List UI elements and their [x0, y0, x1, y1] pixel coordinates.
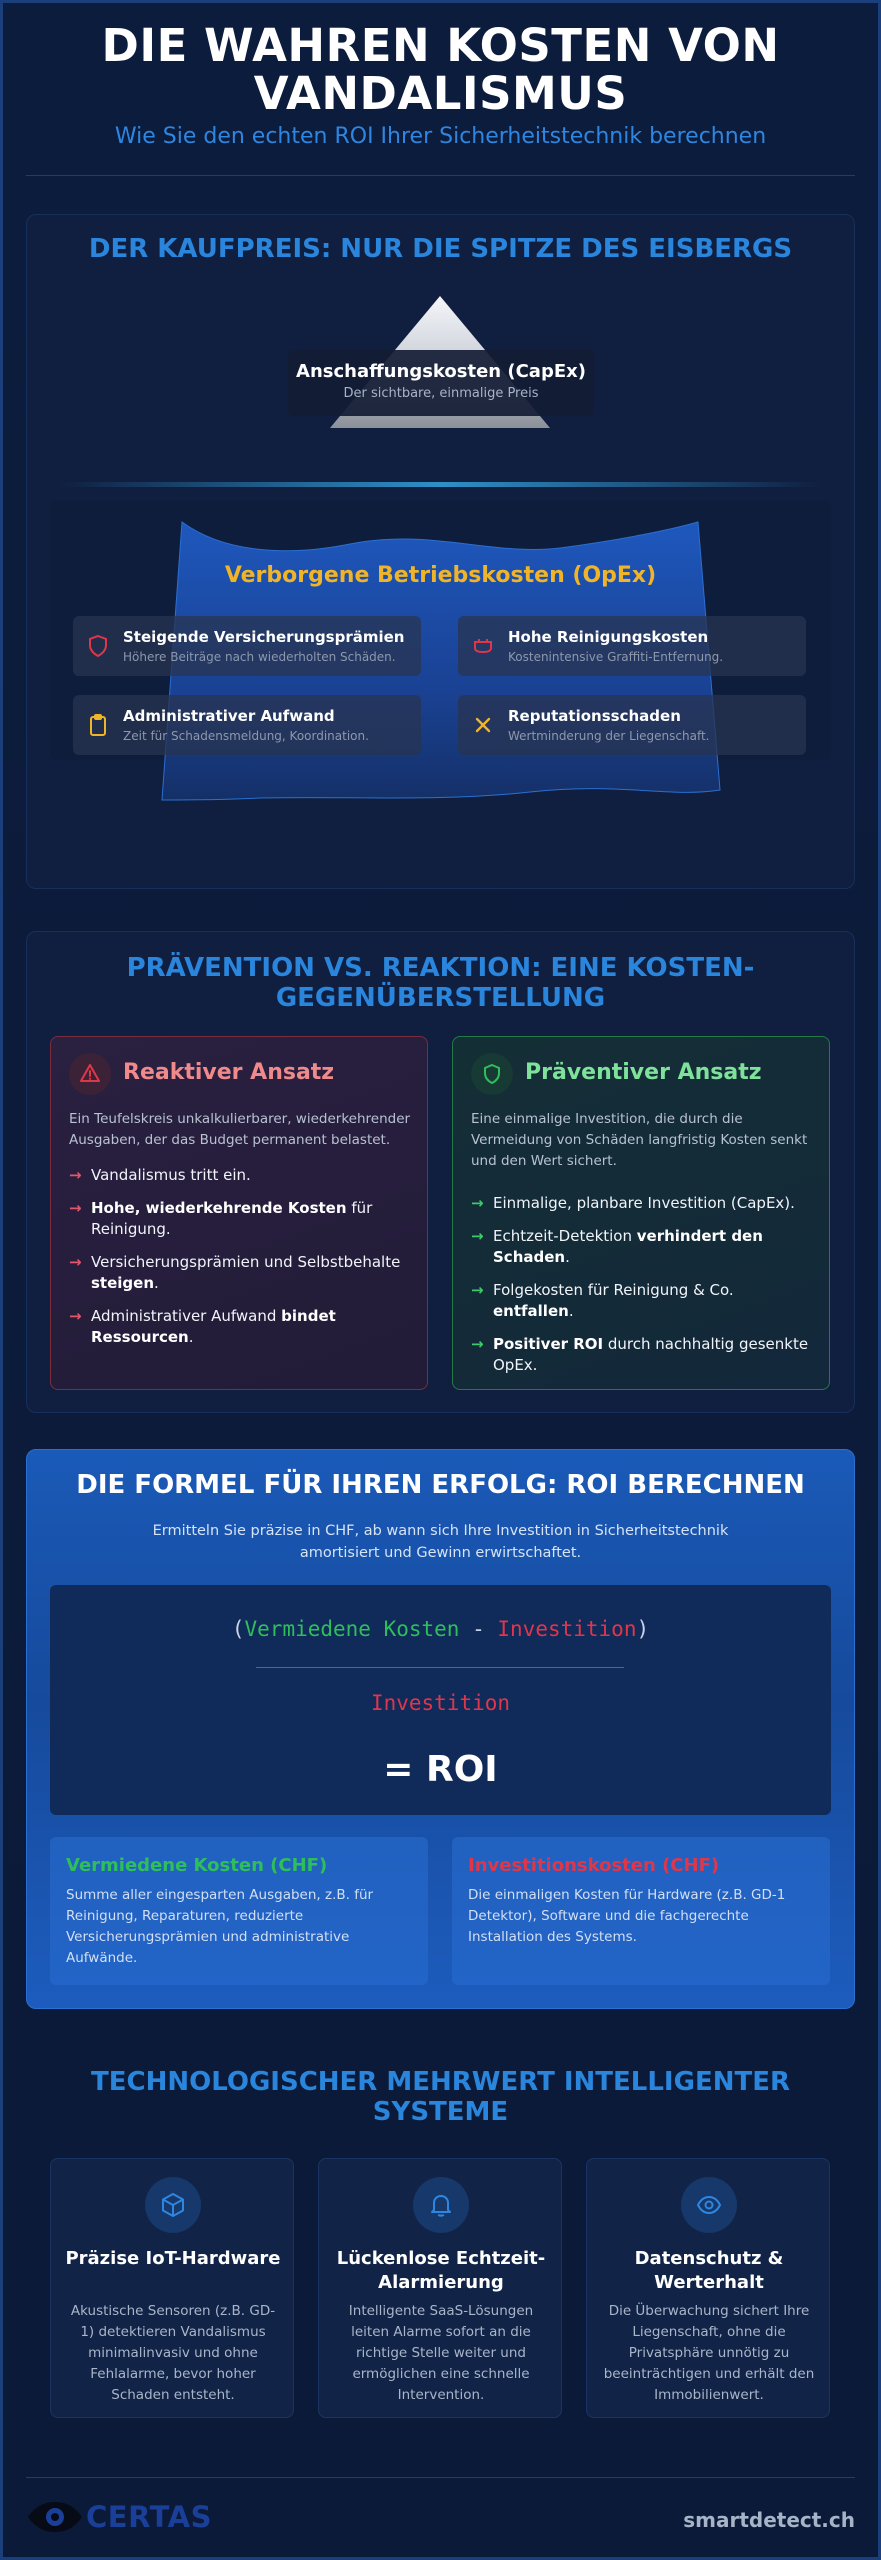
cost-subtitle: Höhere Beiträge nach wiederholten Schäden.	[123, 650, 396, 664]
cost-title: Steigende Versicherungsprämien	[123, 628, 405, 646]
investment-costs-definition	[452, 1837, 830, 1985]
reactive-card	[50, 1036, 428, 1390]
list-item: → Echtzeit-Detektion verhindert den Schaden.	[471, 1227, 763, 1266]
cost-card-cleaning	[458, 616, 806, 676]
iceberg-section-title: DER KAUFPREIS: NUR DIE SPITZE DES EISBERGS	[88, 234, 793, 264]
list-item: → Hohe, wiederkehrende Kosten für Reinigung.	[69, 1199, 373, 1238]
clipboard-icon	[85, 712, 111, 738]
shield-icon-circle	[471, 1053, 513, 1095]
formula-numerator: (Vermiedene Kosten - Investition)	[231, 1617, 650, 1641]
tech-card-description: Akustische Sensoren (z.B. GD-1) detektieren Vandalismus minimalinvasiv und ohne Fehlalarme, bevor hoher Schaden entsteht.	[70, 2303, 276, 2403]
cost-subtitle: Zeit für Schadensmeldung, Koordination.	[123, 729, 369, 743]
brand-logo: CERTAS	[86, 2500, 212, 2534]
cube-icon-circle	[145, 2177, 201, 2233]
roi-section-title: DIE FORMEL FÜR IHREN ERFOLG: ROI BERECHNEN	[76, 1470, 805, 1500]
tech-card-title: Lückenlose Echtzeit-Alarmierung	[336, 2248, 546, 2293]
shield-icon	[471, 1053, 513, 1095]
list-item: → Einmalige, planbare Investition (CapEx).	[471, 1194, 795, 1212]
cost-subtitle: Kostenintensive Graffiti-Entfernung.	[508, 650, 724, 664]
preventive-card	[452, 1036, 830, 1390]
tech-section-title: TECHNOLOGISCHER MEHRWERT INTELLIGENTER SYSTEME	[91, 2067, 790, 2127]
page-subtitle: Wie Sie den echten ROI Ihrer Sicherheitstechnik berechnen	[114, 124, 767, 149]
waterline	[60, 482, 821, 487]
spray-icon	[470, 633, 496, 659]
list-item: → Versicherungsprämien und Selbstbehalte steigen.	[69, 1253, 401, 1292]
arrow-right-icon: →	[69, 1253, 82, 1271]
opex-title: Verborgene Betriebskosten (OpEx)	[224, 563, 657, 588]
tech-card-title: Präzise IoT-Hardware	[65, 2248, 281, 2269]
page-title: DIE WAHREN KOSTEN VON VANDALISMUS	[101, 19, 780, 120]
roi-intro: Ermitteln Sie präzise in CHF, ab wann sich Ihre Investition in Sicherheitstechnik amortisiert und Gewinn erwirtschaftet.	[152, 1523, 729, 1561]
arrow-right-icon: →	[471, 1227, 484, 1245]
arrow-right-icon: →	[471, 1281, 484, 1299]
avoided-costs-definition	[50, 1837, 428, 1985]
bell-icon-circle	[413, 2177, 469, 2233]
preventive-title: Präventiver Ansatz	[525, 1060, 762, 1085]
x-icon	[470, 712, 496, 738]
arrow-right-icon: →	[471, 1194, 484, 1212]
avoided-costs-description: Summe aller eingesparten Ausgaben, z.B. für Reinigung, Reparaturen, reduzierte Versicherungsprämien und administrative Aufwände.	[66, 1887, 374, 1966]
investment-costs-title: Investitionskosten (CHF)	[468, 1855, 720, 1876]
tech-card-description: Die Überwachung sichert Ihre Liegenschaft, ohne die Privatsphäre unnötig zu beeinträchtigen und erhält den Immobilienwert.	[603, 2303, 815, 2403]
roi-formula	[50, 1585, 831, 1815]
cost-title: Reputationsschaden	[508, 707, 681, 725]
formula-result: = ROI	[383, 1749, 498, 1790]
bell-icon	[427, 2191, 455, 2219]
list-item: → Folgekosten für Reinigung & Co. entfallen.	[471, 1281, 734, 1320]
reactive-title: Reaktiver Ansatz	[123, 1060, 335, 1085]
cost-card-insurance	[73, 616, 421, 676]
cost-title: Hohe Reinigungskosten	[508, 628, 709, 646]
eye-icon-circle	[681, 2177, 737, 2233]
avoided-costs-title: Vermiedene Kosten (CHF)	[66, 1855, 328, 1876]
cost-subtitle: Wertminderung der Liegenschaft.	[508, 729, 710, 743]
reactive-list	[69, 1165, 411, 1360]
arrow-right-icon: →	[471, 1335, 484, 1353]
cost-card-reputation	[458, 695, 806, 755]
brand-eye-logo	[26, 2500, 84, 2534]
cube-icon	[159, 2191, 187, 2219]
website-link[interactable]: smartdetect.ch	[683, 2508, 855, 2532]
divider	[26, 175, 855, 176]
comparison-section-title: PRÄVENTION VS. REAKTION: EINE KOSTEN-GEGENÜBERSTELLUNG	[126, 953, 755, 1013]
divider	[26, 2477, 855, 2478]
capex-subtitle: Der sichtbare, einmalige Preis	[343, 386, 539, 401]
list-item: → Vandalismus tritt ein.	[69, 1166, 251, 1184]
cost-card-admin	[73, 695, 421, 755]
list-item: → Positiver ROI durch nachhaltig gesenkte OpEx.	[471, 1335, 809, 1374]
capex-title: Anschaffungskosten (CapEx)	[296, 361, 586, 382]
arrow-right-icon: →	[69, 1307, 82, 1325]
warning-icon-circle	[69, 1053, 111, 1095]
arrow-right-icon: →	[69, 1166, 82, 1184]
capex-label-box	[288, 350, 594, 416]
reactive-description: Ein Teufelskreis unkalkulierbarer, wiederkehrender Ausgaben, der das Budget permanent belastet.	[69, 1111, 411, 1148]
tech-card-description: Intelligente SaaS-Lösungen leiten Alarme sofort an die richtige Stelle weiter und ermöglichen eine schnelle Intervention.	[348, 2303, 534, 2403]
formula-fraction-line	[256, 1667, 624, 1668]
investment-costs-description: Die einmaligen Kosten für Hardware (z.B. GD-1 Detektor), Software und die fachgerechte Installation des Systems.	[468, 1887, 786, 1945]
shield-icon	[85, 633, 111, 659]
warning-icon	[69, 1053, 111, 1095]
preventive-description: Eine einmalige Investition, die durch die Vermeidung von Schäden langfristig Kosten senkt und den Wert sichert.	[471, 1111, 808, 1169]
list-item: → Administrativer Aufwand bindet Ressourcen.	[69, 1307, 336, 1346]
tech-card-title: Datenschutz & Werterhalt	[634, 2248, 784, 2293]
tech-card-hardware	[50, 2158, 294, 2418]
preventive-list	[471, 1193, 813, 1388]
cost-title: Administrativer Aufwand	[123, 707, 335, 725]
tech-card-privacy	[586, 2158, 830, 2418]
formula-denominator: Investition	[370, 1691, 511, 1715]
arrow-right-icon: →	[69, 1199, 82, 1217]
eye-icon	[695, 2191, 723, 2219]
tech-card-alarm	[318, 2158, 562, 2418]
